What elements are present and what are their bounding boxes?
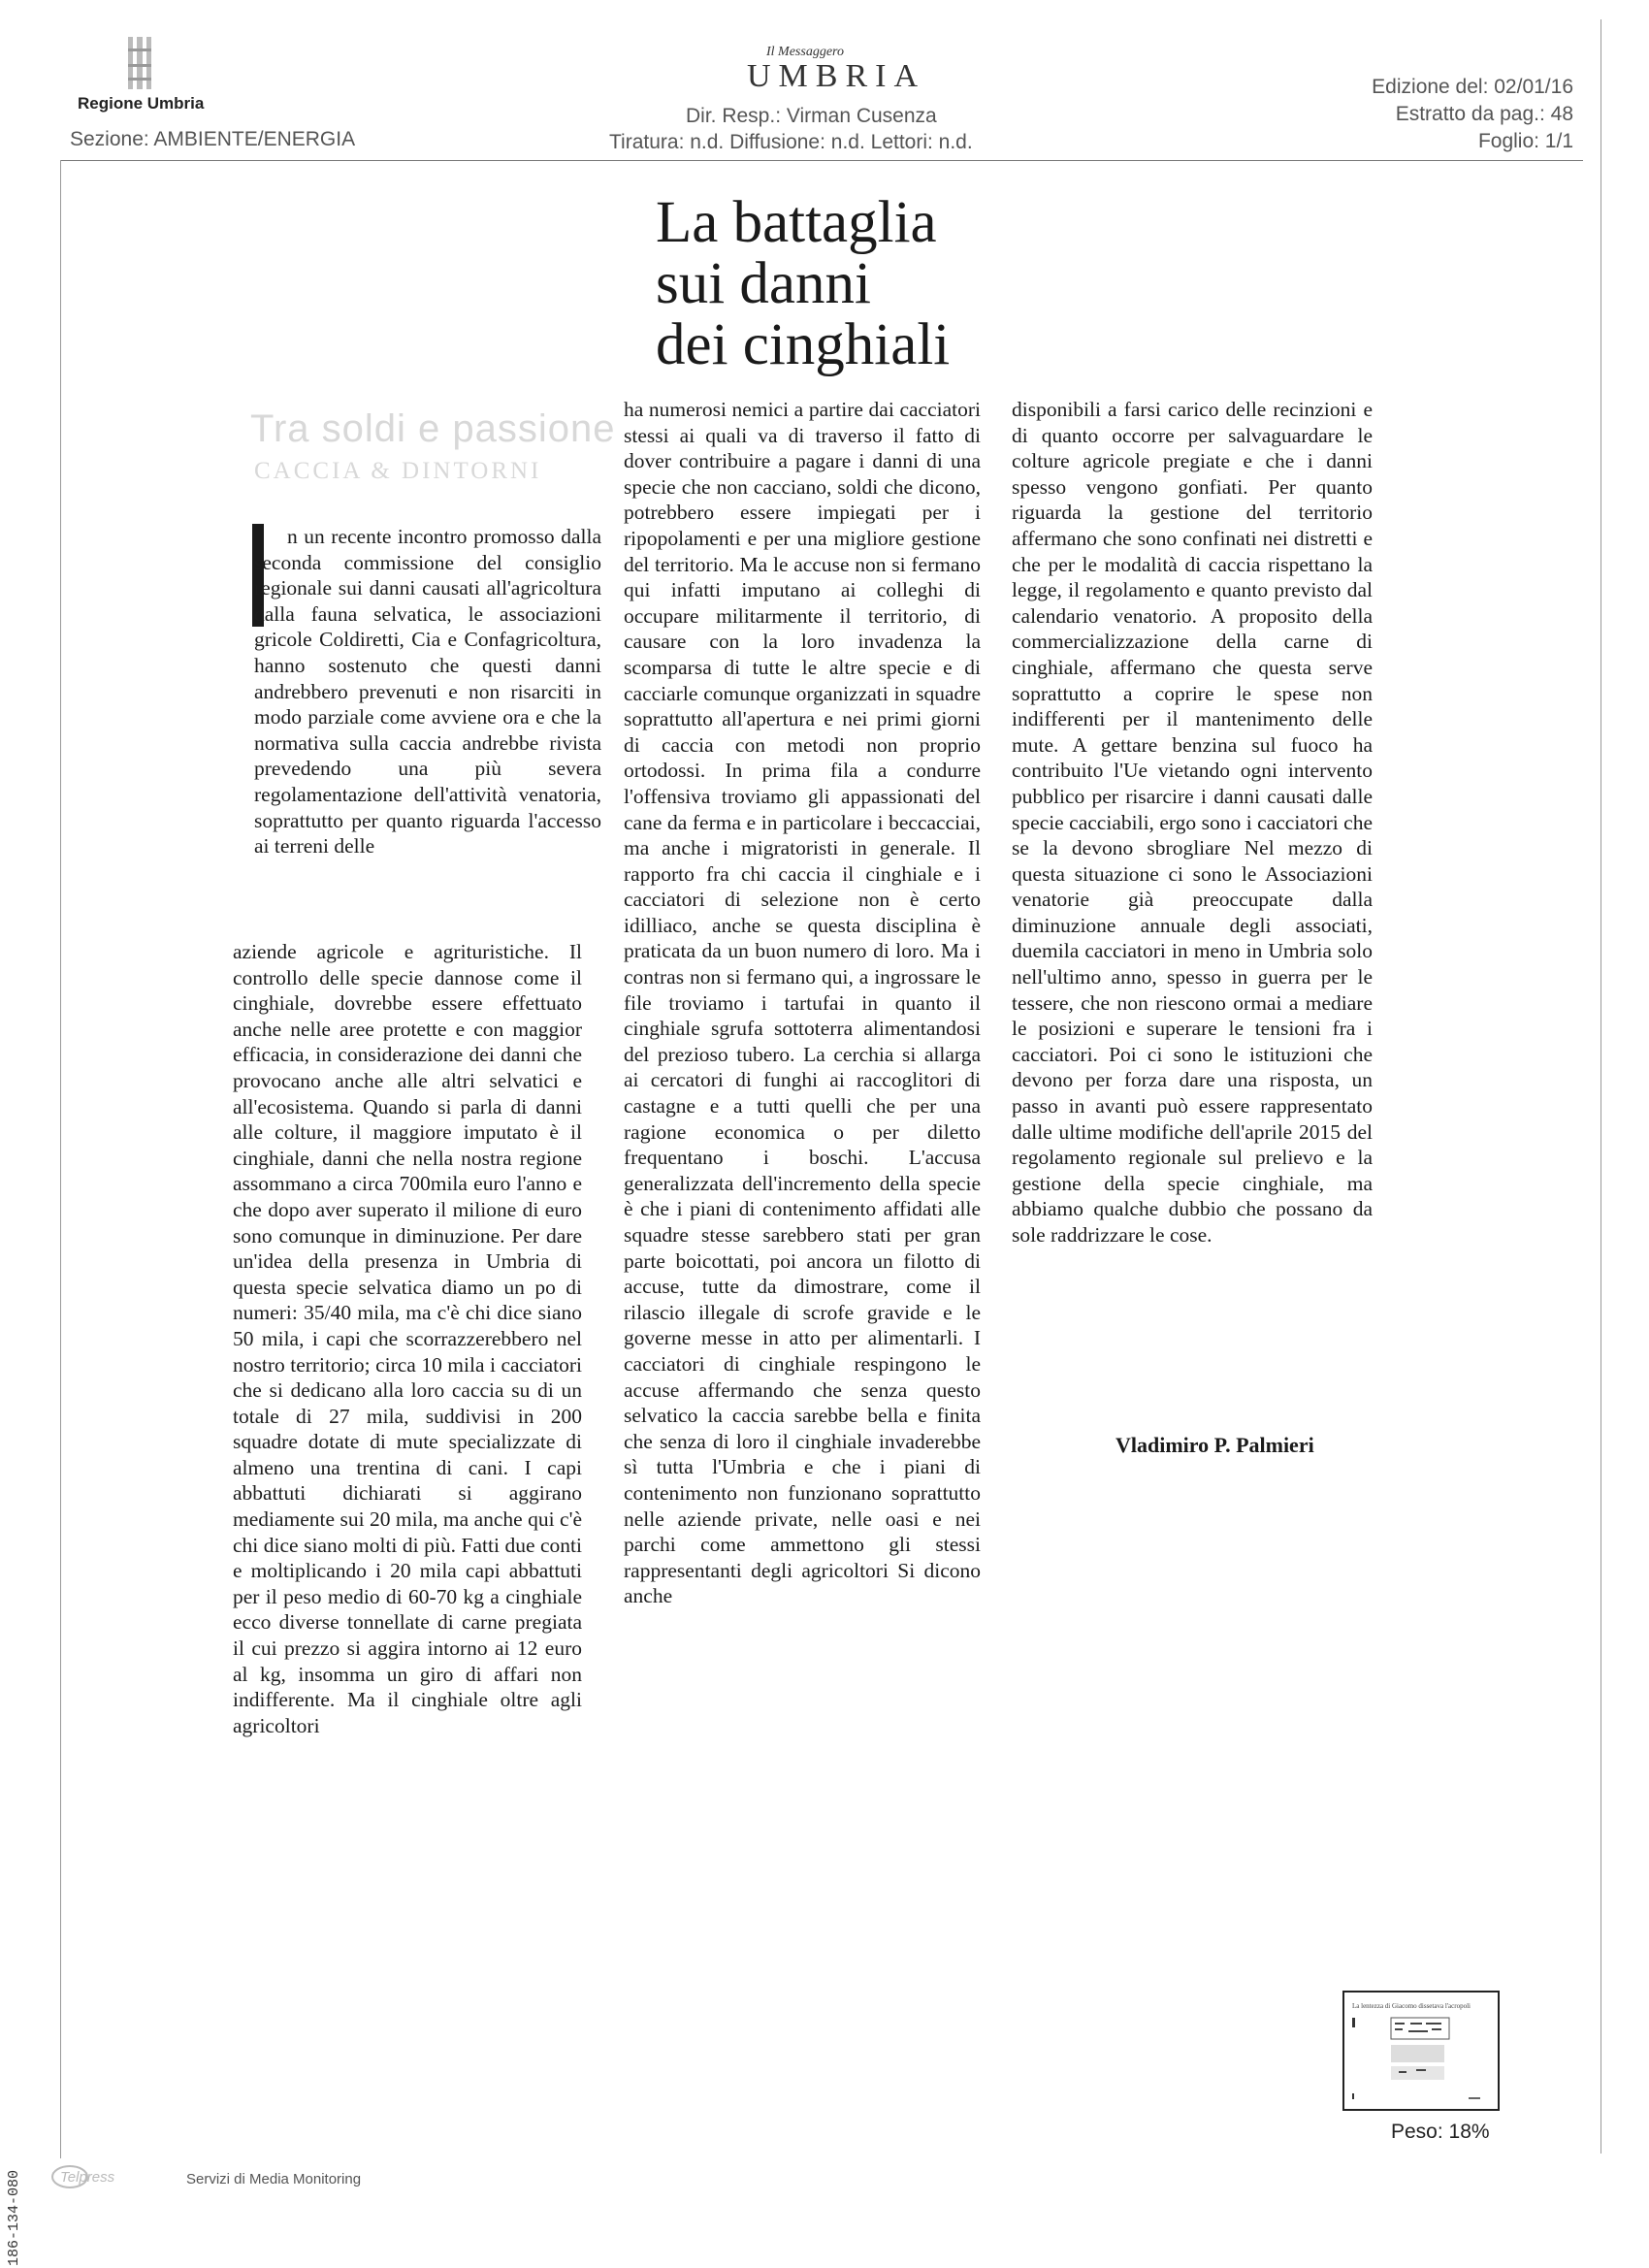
right-page-border bbox=[1600, 19, 1601, 2154]
column-kicker: Tra soldi e passione bbox=[250, 407, 616, 450]
sheet-count: Foglio: 1/1 bbox=[1477, 130, 1573, 152]
headline-line: dei cinghiali bbox=[656, 312, 951, 377]
article-column-2 bbox=[624, 397, 981, 1609]
page-thumbnail[interactable] bbox=[1342, 1991, 1500, 2111]
section-label: Sezione: AMBIENTE/ENERGIA bbox=[70, 128, 356, 150]
article-paragraph: aziende agricole e agrituristiche. Il controllo delle specie dannose come il cinghiale, dovrebbe essere effettuato anche nelle aree protette e con maggior efficacia, in considerazione dei danni che provocano anche alle altri selvatici e all'ecosistema. Quando si parla di danni alle colture, il maggiore imputato è il cinghiale, danni che nella nostra regione assommano a circa 700mila euro l'anno e che dopo aver superato il milione di euro sono comunque in diminuzione. Per dare un'idea della presenza in Umbria di questa specie selvatica diamo un po di numeri: 35/40 mila, ma c'è chi dice siano 50 mila, i capi che scorrazzerebbero nel nostro territorio; circa 10 mila i cacciatori che si dedicano alla loro caccia su di un totale di 27 mila, suddivisi in 200 squadre dotate di mute specializzate di almeno una trentina di cani. I capi abbattuti dichiarati si aggirano mediamente sui 20 mila, ma anche qui c'è chi dice siano molti di più. Fatti due conti e moltiplicando i 20 mila capi abbattuti per il peso medio di 60-70 kg a cinghiale ecco diverse tonnellate di carne pregiata il cui prezzo si aggira intorno ai 12 euro al kg, insomma un giro di affari non indifferente. Ma il cinghiale oltre agli agricoltori bbox=[233, 940, 582, 1737]
side-code-text: 186-134-080 bbox=[6, 2169, 22, 2266]
author-signature: Vladimiro P. Palmieri bbox=[1116, 1433, 1314, 1457]
director-line: Dir. Resp.: Virman Cusenza bbox=[686, 105, 937, 127]
article-paragraph: disponibili a farsi carico delle recinzioni e di quanto occorre per salvaguardare le colture agricole pregiate e che i danni spesso vengono gonfiati. Per quanto riguarda la gestione del territorio affermano che sono confinati nei distretti e che per le modalità di caccia rispettano la legge, il regolamento e quanto previsto dal calendario venatorio. A proposito della commercializzazione della carne di cinghiale, affermano che questa serve soprattutto a coprire le spese non indifferenti per il mantenimento delle mute. A gettare benzina sul fuoco ha contribuito l'Ue vietando ogni intervento pubblico per risarcire i danni causati dalle specie cacciabili, ergo sono i cacciatori che se la devono sbrogliare Nel mezzo di questa situazione ci sono le Associazioni venatorie già preoccupate dalla diminuzione annuale degli associati, duemila cacciatori in meno in Umbria solo nell'ultimo anno, spesso in guerra per le tessere, che non riescono ormai a mediare le posizioni e superare le tensioni fra i cacciatori. Poi ci sono le istituzioni che devono per forza dare una risposta, un passo in avanti può essere rappresentato dalle ultime modifiche dell'aprile 2015 del regolamento regionale sul prelievo e la gestione della specie cinghiale, ma abbiamo qualche dubbio che possano da sole raddrizzare le cose. bbox=[1012, 398, 1373, 1247]
circulation-line: Tiratura: n.d. Diffusione: n.d. Lettori: n.d. bbox=[609, 131, 973, 153]
article-paragraph: ha numerosi nemici a partire dai cacciatori stessi ai quali va di traverso il fatto di dover contribuire a pagare i danni di una specie che non cacciano, soldi che dicono, potrebbero essere impiegati per i ripopolamenti e per una migliore gestione del territorio. Ma le accuse non si fermano qui infatti imputano ai colleghi di occupare militarmente il territorio, di causare con la loro invadenza la scomparsa di tutte le altre specie e di cacciarle comunque organizzati in squadre soprattutto all'apertura e nei primi giorni di caccia con metodi non proprio ortodossi. In prima fila a condurre l'offensiva troviamo gli appassionati del cane da ferma e in particolare i beccacciai, ma anche i migratoristi in generale. Il rapporto fra chi caccia il cinghiale e i cacciatori di selezione non è certo idilliaco, anche se questa disciplina è praticata da un buon numero di loro. Ma i contras non si fermano qui, a ingrossare le file troviamo i tartufai in quanto il cinghiale sgrufa sottoterra alimentandosi del prezioso tubero. La cerchia si allarga ai cercatori di funghi ai raccoglitori di castagne e a tutti quelli che per una ragione economica o per diletto frequentano i boschi. L'accusa generalizzata dell'incremento della specie è che i piani di contenimento affidati alle squadre stesse sarebbero stati per gran parte boicottati, poi ancora un filotto di accuse, tutte da dimostrare, come il rilascio illegale di scrofe gravide e le governe messe in atto per alimentarli. I cacciatori di cinghiale respingono le accuse affermando che senza questo selvatico la caccia sarebbe bella e finita che senza di loro il cinghiale invaderebbe sì tutta l'Umbria e che i piani di contenimento non funzionano soprattutto nelle aziende private, nelle oasi e nei parchi come ammettono gli stessi rappresentanti degli agricoltori Si dicono anche bbox=[624, 398, 981, 1608]
masthead-publisher: Il Messaggero bbox=[766, 45, 844, 59]
regione-umbria-logo bbox=[126, 35, 153, 91]
article-column-3 bbox=[1012, 397, 1373, 1248]
region-name: Regione Umbria bbox=[78, 94, 205, 113]
column-subkicker: CACCIA & DINTORNI bbox=[254, 458, 542, 484]
thumbnail-image bbox=[1352, 2016, 1488, 2101]
extract-page: Estratto da pag.: 48 bbox=[1395, 103, 1573, 125]
telpress-logo bbox=[50, 2159, 157, 2190]
headline-line: sui danni bbox=[656, 251, 871, 316]
edition-date: Edizione del: 02/01/16 bbox=[1372, 76, 1573, 98]
footer-service: Servizi di Media Monitoring bbox=[186, 2171, 362, 2187]
left-page-border bbox=[60, 160, 61, 2158]
article-paragraph: n un recente incontro promosso dalla seconda commissione del consiglio regionale sui danni causati all'agricoltura dalla fauna selvatica, le associazioni gricole Coldiretti, Cia e Confagricoltura, hanno sostenuto che questi danni andrebbero prevenuti e non risarciti in modo parziale come avviene ora e che la normativa sulla caccia andrebbe rivista prevedendo una più severa regolamentazione dell'attività venatoria, soprattutto per quanto riguarda l'accesso ai terreni delle bbox=[254, 525, 601, 859]
article-headline bbox=[656, 192, 1005, 375]
logo-wordmark: Telpress bbox=[60, 2169, 115, 2186]
headline-line: La battaglia bbox=[656, 190, 937, 255]
masthead-title: UMBRIA bbox=[747, 58, 926, 94]
article-column-1-top bbox=[254, 524, 601, 859]
article-column-1-bottom bbox=[233, 939, 582, 1738]
thumbnail-caption: La lentezza di Giacomo dissetava l'acropoli bbox=[1352, 2002, 1471, 2010]
page-weight: Peso: 18% bbox=[1391, 2121, 1490, 2143]
side-code bbox=[2, 2130, 31, 2266]
header-divider bbox=[60, 160, 1583, 161]
